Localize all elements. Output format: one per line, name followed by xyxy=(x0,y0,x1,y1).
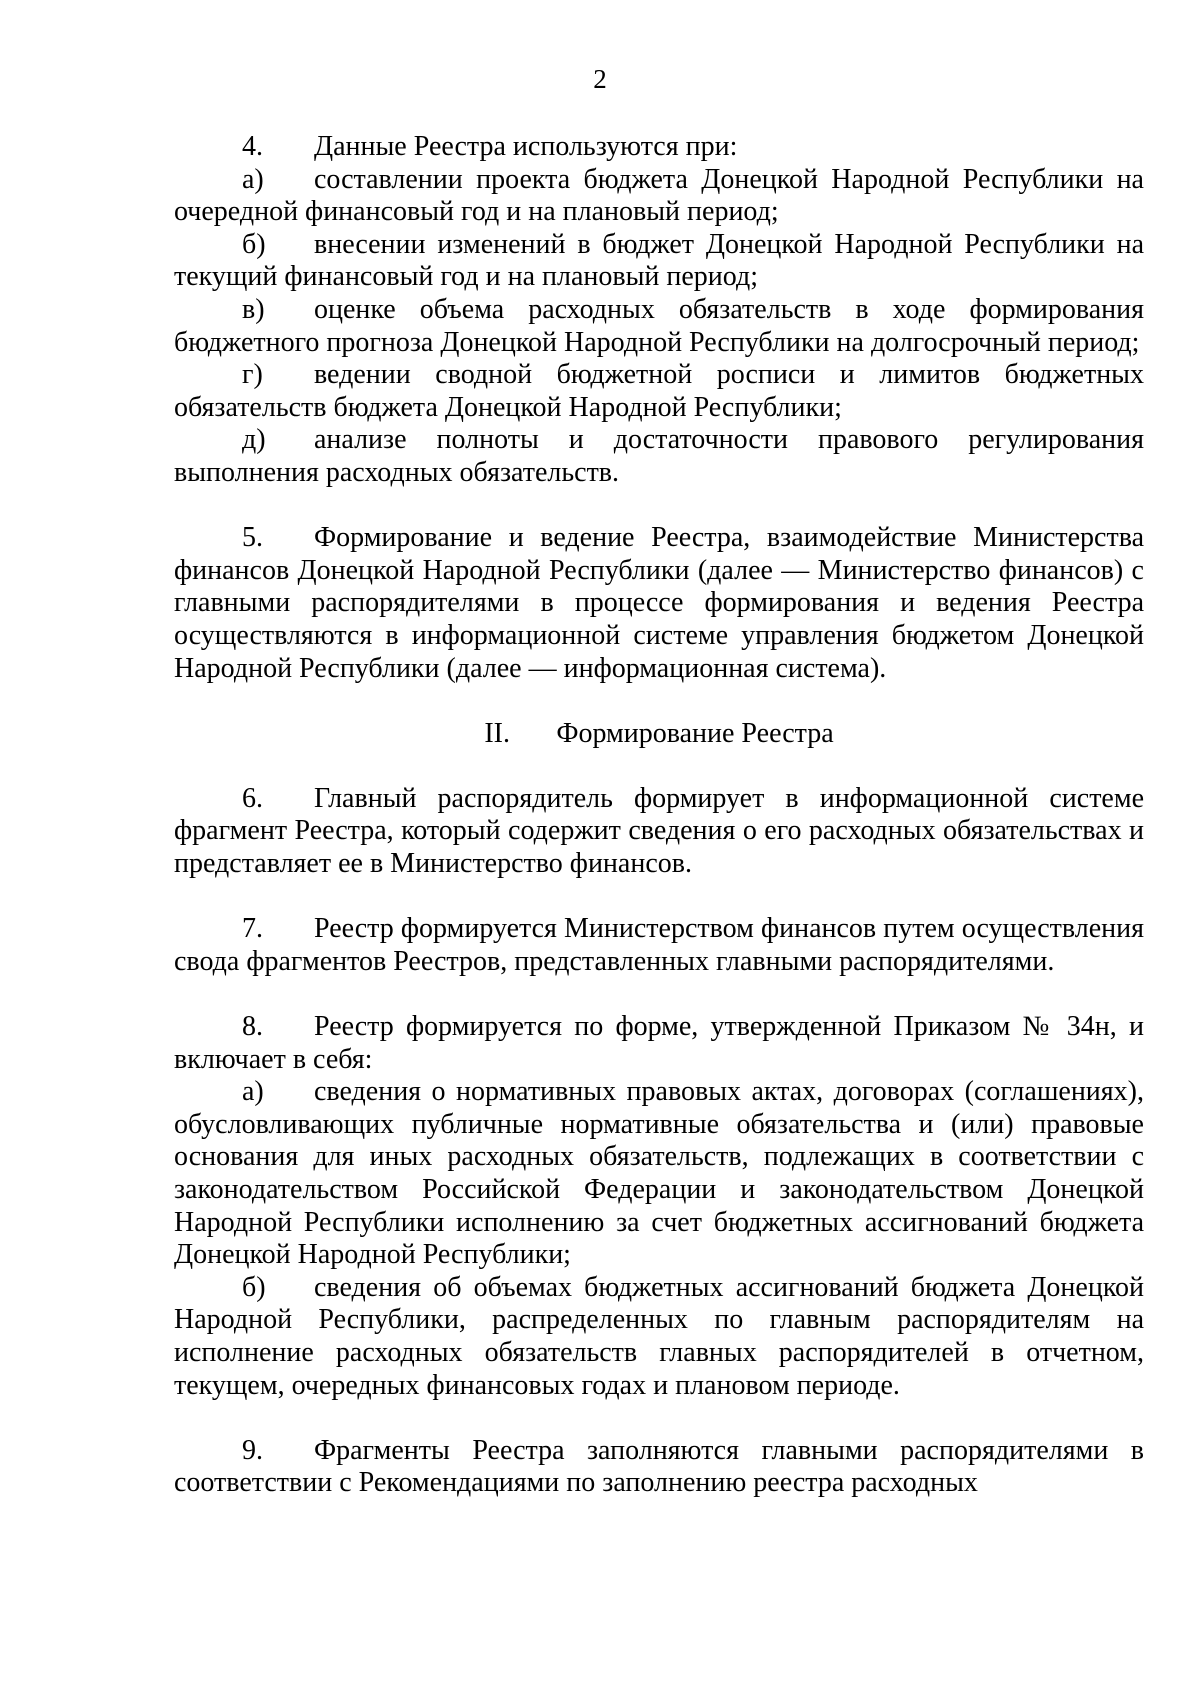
section-number: II. xyxy=(484,717,511,749)
item-number: г) xyxy=(242,359,263,391)
item-text: Реестр формируется по форме, утвержденной Приказом № 34н, и включает в себя: xyxy=(174,1011,1144,1075)
page-number: 2 xyxy=(593,64,607,94)
item-number: 5. xyxy=(242,522,263,554)
item-text: анализе полноты и достаточности правового регулирования выполнения расходных обязательств. xyxy=(174,424,1144,488)
item-text: составлении проекта бюджета Донецкой Народной Республики на очередной финансовый год и на плановый период; xyxy=(174,163,1144,228)
paragraph-4 xyxy=(174,131,1144,164)
item-number: а) xyxy=(242,1076,264,1108)
item-number: б) xyxy=(242,1271,266,1303)
paragraph-9 xyxy=(174,1435,1144,1500)
item-number: 6. xyxy=(242,782,263,814)
item-text: Фрагменты Реестра заполняются главными распорядителями в соответствии с Рекомендациями по заполнению реестра расходных xyxy=(174,1434,1144,1499)
item-text: Данные Реестра используются при: xyxy=(314,131,738,162)
paragraph-6 xyxy=(174,783,1144,881)
paragraph-4d xyxy=(174,424,1144,489)
item-text: сведения об объемах бюджетных ассигнований бюджета Донецкой Народной Республики, распределенных по главным распорядителям на исполнение расходных обязательств главных распорядителей в отчетном, текущем, очередных финансовых годах и плановом периоде. xyxy=(174,1271,1144,1401)
item-number: 8. xyxy=(242,1011,263,1043)
item-text: Главный распорядитель формирует в информационной системе фрагмент Реестра, который содержит сведения о его расходных обязательствах и представляет ее в Министерство финансов. xyxy=(174,782,1144,880)
item-number: 4. xyxy=(242,131,263,162)
item-number: 7. xyxy=(242,913,263,945)
paragraph-4v xyxy=(174,294,1144,359)
paragraph-8a xyxy=(174,1076,1144,1272)
paragraph-4g xyxy=(174,359,1144,424)
item-number: б) xyxy=(242,228,266,260)
paragraph-7 xyxy=(174,913,1144,978)
paragraph-4b xyxy=(174,229,1144,294)
document-body xyxy=(174,131,1144,1500)
item-text: Формирование и ведение Реестра, взаимодействие Министерства финансов Донецкой Народной Республики (далее — Министерство финансов) с главными распорядителями в процессе формирования и ведения Реестра осуществляются в информационной системе управления бюджетом Донецкой Народной Республики (далее — информационная система). xyxy=(174,522,1144,684)
item-text: Реестр формируется Министерством финансов путем осуществления свода фрагментов Реестров, представленных главными распорядителями. xyxy=(174,913,1144,977)
item-number: д) xyxy=(242,424,266,456)
section-title: Формирование Реестра xyxy=(556,717,834,749)
item-number: 9. xyxy=(242,1434,263,1466)
paragraph-8 xyxy=(174,1011,1144,1076)
section-heading xyxy=(174,718,1144,751)
paragraph-5 xyxy=(174,522,1144,685)
paragraph-4a xyxy=(174,164,1144,229)
item-text: сведения о нормативных правовых актах, договорах (соглашениях), обусловливающих публичные нормативные обязательства и (или) правовые основания для иных расходных обязательств, подлежащих в соответствии с законодательством Российской Федерации и законодательством Донецкой Народной Республики исполнению за счет бюджетных ассигнований бюджета Донецкой Народной Республики; xyxy=(174,1076,1144,1271)
paragraph-8b xyxy=(174,1272,1144,1402)
item-text: ведении сводной бюджетной росписи и лимитов бюджетных обязательств бюджета Донецкой Народной Республики; xyxy=(174,359,1144,423)
item-text: внесении изменений в бюджет Донецкой Народной Республики на текущий финансовый год и на плановый период; xyxy=(174,228,1144,293)
item-number: а) xyxy=(242,163,264,195)
item-number: в) xyxy=(242,293,265,325)
item-text: оценке объема расходных обязательств в ходе формирования бюджетного прогноза Донецкой Народной Республики на долгосрочный период; xyxy=(174,293,1144,358)
